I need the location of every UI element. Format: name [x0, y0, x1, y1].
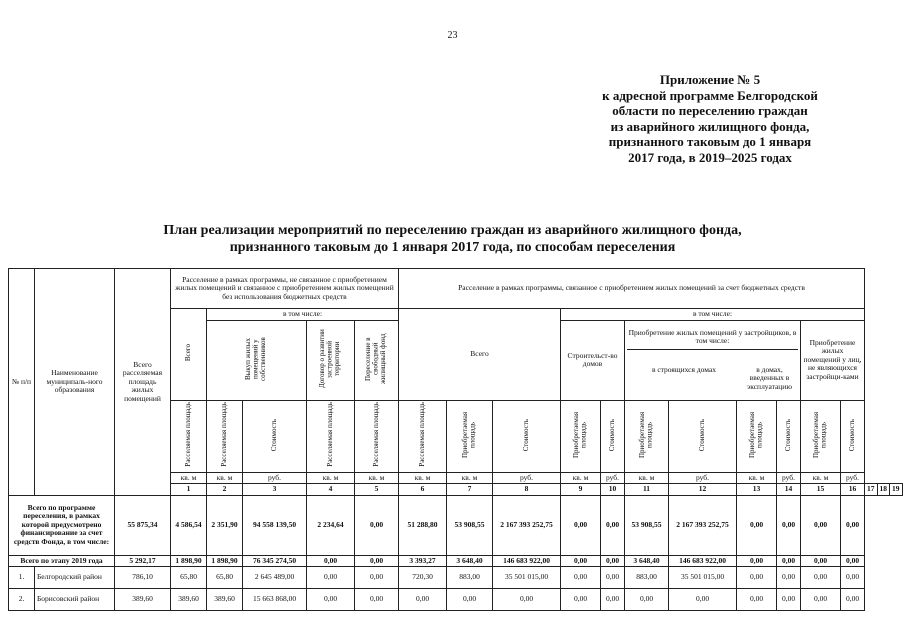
- column-number: 4: [307, 484, 355, 496]
- appendix-line: области по переселению граждан: [612, 103, 808, 118]
- table-cell: 3 648,40: [625, 555, 669, 567]
- table-cell: 389,60: [207, 589, 243, 611]
- table-cell: 0,00: [355, 495, 399, 555]
- subheader: [207, 400, 243, 472]
- table-cell: 0,00: [801, 567, 841, 589]
- table-cell: 0,00: [601, 567, 625, 589]
- unit: кв. м: [737, 472, 777, 484]
- table-cell: 51 288,80: [399, 495, 447, 555]
- subheader-text: Расселяемая площадь: [219, 402, 228, 468]
- header-b-acquire-non-dev: Приобретение жилых помещений у лиц, не являющихся застройщи-ками: [801, 320, 865, 400]
- header-a-buyout: [207, 320, 307, 400]
- plan-title: [0, 222, 905, 256]
- table-cell: 0,00: [777, 567, 801, 589]
- table-cell: 0,00: [841, 555, 865, 567]
- appendix-line: из аварийного жилищного фонда,: [610, 118, 810, 134]
- subheader: [171, 400, 207, 472]
- table-cell: 0,00: [561, 567, 601, 589]
- table-cell: 0,00: [601, 555, 625, 567]
- table-cell: 3 393,27: [399, 555, 447, 567]
- table-cell: 0,00: [561, 555, 601, 567]
- column-number: 3: [243, 484, 307, 496]
- table-cell: 0,00: [561, 495, 601, 555]
- subheader-text: Расселяемая площадь: [417, 402, 426, 468]
- column-number: 6: [399, 484, 447, 496]
- table-cell: 389,60: [171, 589, 207, 611]
- unit: руб.: [841, 472, 865, 484]
- table-cell: 0,00: [399, 589, 447, 611]
- column-number: 12: [669, 484, 737, 496]
- appendix-line: признанного таковым до 1 января: [608, 134, 812, 149]
- table-cell: 0,00: [355, 589, 399, 611]
- unit: кв. м: [447, 472, 493, 484]
- table-cell: 0,00: [841, 495, 865, 555]
- table-cell: 0,00: [307, 555, 355, 567]
- header-b-including: в том числе:: [561, 309, 865, 321]
- header-b-acquire-dev-sub: [627, 366, 798, 392]
- subheader-text: Приобретаемая площадь: [572, 411, 588, 458]
- column-number: 14: [777, 484, 801, 496]
- subheader-text: Расселяемая площадь: [325, 402, 334, 468]
- subheader: [493, 400, 561, 472]
- header-a-buyout-text: Выкуп жилых помещений у собственников: [244, 336, 268, 381]
- column-number: 13: [737, 484, 777, 496]
- subheader: [777, 400, 801, 472]
- column-number: 2: [207, 484, 243, 496]
- table-row: [9, 555, 903, 567]
- header-group-b: Расселение в рамках программы, связанное с приобретением жилых помещений за счет бюджетных средств: [399, 269, 865, 309]
- table-cell: 389,60: [115, 589, 171, 611]
- table-cell: 0,00: [601, 589, 625, 611]
- header-b-total: Всего: [399, 309, 561, 401]
- table-cell: 65,80: [171, 567, 207, 589]
- unit: кв. м: [307, 472, 355, 484]
- table-cell: 0,00: [493, 589, 561, 611]
- subheader: [447, 400, 493, 472]
- table-cell: 0,00: [447, 589, 493, 611]
- subheader: [801, 400, 841, 472]
- header-a-including: в том числе:: [207, 309, 399, 321]
- table-cell: 76 345 274,50: [243, 555, 307, 567]
- unit: кв. м: [207, 472, 243, 484]
- unit: руб.: [669, 472, 737, 484]
- table-cell: 1 898,90: [171, 555, 207, 567]
- table-cell: 4 586,54: [171, 495, 207, 555]
- unit: руб.: [777, 472, 801, 484]
- subheader-text: Приобретаемая площадь: [748, 411, 764, 458]
- table-cell: 0,00: [841, 567, 865, 589]
- table-cell: 0,00: [737, 555, 777, 567]
- header-b-under-construction: в строящихся домах: [651, 364, 717, 374]
- table-cell: 0,00: [355, 555, 399, 567]
- header-a-total: [171, 309, 207, 401]
- subheader: [737, 400, 777, 472]
- subheader: [355, 400, 399, 472]
- appendix-line: 2017 года, в 2019–2025 годах: [628, 149, 792, 165]
- table-cell: 0,00: [777, 495, 801, 555]
- resettlement-table: [8, 268, 903, 611]
- table-cell: 15 663 868,00: [243, 589, 307, 611]
- subheader: [561, 400, 601, 472]
- header-total-area: Всего расселяемая площадь жилых помещений: [115, 269, 171, 496]
- subheader: [307, 400, 355, 472]
- unit: руб.: [243, 472, 307, 484]
- appendix-line: к адресной программе Белгородской: [602, 87, 818, 103]
- table-cell: 5 292,17: [115, 555, 171, 567]
- table-row: [9, 567, 903, 589]
- subheader: [243, 400, 307, 472]
- header-a-contract-text: Договор о развитии застроенной территории: [318, 329, 342, 389]
- table-cell: 2 645 489,00: [243, 567, 307, 589]
- table-cell: 786,10: [115, 567, 171, 589]
- unit: кв. м: [399, 472, 447, 484]
- table-cell: 0,00: [737, 567, 777, 589]
- column-number: 8: [493, 484, 561, 496]
- subheader: [625, 400, 669, 472]
- table-cell: 1 898,90: [207, 555, 243, 567]
- subheader-text: Расселяемая площадь: [183, 402, 192, 468]
- appendix-heading: [560, 72, 860, 165]
- subheader-text: Стоимость: [521, 418, 530, 451]
- table-cell: 0,00: [841, 589, 865, 611]
- subheader-text: Приобретаемая площадь: [812, 411, 828, 458]
- table-cell: 0,00: [601, 495, 625, 555]
- subheader-text: Стоимость: [607, 418, 616, 451]
- table-cell: 53 908,55: [447, 495, 493, 555]
- header-b-acquire-dev-text: Приобретение жилых помещений у застройщиков, в том числе:: [627, 329, 798, 350]
- table-cell: 0,00: [777, 589, 801, 611]
- unit: кв. м: [561, 472, 601, 484]
- table-cell: 2.: [9, 589, 35, 611]
- table-cell: Белгородский район: [35, 567, 115, 589]
- header-a-total-text: Всего: [183, 344, 192, 362]
- table-cell: 0,00: [737, 495, 777, 555]
- table-cell: 0,00: [669, 589, 737, 611]
- table-cell: 2 234,64: [307, 495, 355, 555]
- table-row: [9, 495, 903, 555]
- table-cell: Борисовский район: [35, 589, 115, 611]
- subheader: [399, 400, 447, 472]
- column-number: 19: [890, 484, 903, 496]
- header-a-resettle: [355, 320, 399, 400]
- table-cell: 883,00: [625, 567, 669, 589]
- table-cell: 0,00: [737, 589, 777, 611]
- header-no: № п/п: [9, 269, 35, 496]
- unit: кв. м: [355, 472, 399, 484]
- column-number: 15: [801, 484, 841, 496]
- subheader-text: Расселяемая площадь: [371, 402, 380, 468]
- subheader: [841, 400, 865, 472]
- subheader-text: Стоимость: [697, 418, 706, 451]
- column-number: 16: [841, 484, 865, 496]
- plan-title-line: признанного таковым до 1 января 2017 года, по способам переселения: [229, 240, 676, 255]
- table-row: [9, 589, 903, 611]
- subheader: [601, 400, 625, 472]
- table-cell: 35 501 015,00: [493, 567, 561, 589]
- table-cell: Всего по программе переселения, в рамках которой предусмотрено финансирование за счет средств Фонда, в том числе:: [9, 495, 115, 555]
- page-number: 23: [447, 30, 458, 41]
- plan-title-line: План реализации мероприятий по переселению граждан из аварийного жилищного фонда,: [163, 223, 742, 238]
- column-number: 10: [601, 484, 625, 496]
- unit: кв. м: [801, 472, 841, 484]
- column-number: 5: [355, 484, 399, 496]
- appendix-line: Приложение № 5: [659, 72, 761, 87]
- table-cell: 65,80: [207, 567, 243, 589]
- column-number: 9: [561, 484, 601, 496]
- unit: руб.: [493, 472, 561, 484]
- table-cell: 0,00: [561, 589, 601, 611]
- table-cell: 3 648,40: [447, 555, 493, 567]
- table-cell: 0,00: [625, 589, 669, 611]
- subheader-text: Приобретаемая площадь: [638, 411, 654, 458]
- subheader-text: Приобретаемая площадь: [461, 411, 477, 458]
- subheader-text: Стоимость: [269, 418, 278, 451]
- unit: кв. м: [625, 472, 669, 484]
- table-cell: 146 683 922,00: [493, 555, 561, 567]
- header-b-in-operation: в домах, введенных в эксплуатацию: [747, 364, 792, 391]
- table-cell: 0,00: [801, 589, 841, 611]
- column-number: 17: [865, 484, 878, 496]
- table-cell: 0,00: [777, 555, 801, 567]
- table-cell: 0,00: [307, 567, 355, 589]
- column-number: 7: [447, 484, 493, 496]
- table-cell: 883,00: [447, 567, 493, 589]
- table-cell: 146 683 922,00: [669, 555, 737, 567]
- table-cell: 0,00: [355, 567, 399, 589]
- header-a-contract: [307, 320, 355, 400]
- table-cell: 35 501 015,00: [669, 567, 737, 589]
- table-cell: 2 351,90: [207, 495, 243, 555]
- table-cell: Всего по этапу 2019 года: [9, 555, 115, 567]
- table-cell: 2 167 393 252,75: [493, 495, 561, 555]
- subheader-text: Стоимость: [847, 418, 856, 451]
- header-b-acquire-dev: [625, 320, 801, 400]
- column-number: 11: [625, 484, 669, 496]
- column-number: 18: [877, 484, 890, 496]
- header-name: Наименование муниципаль-ного образования: [35, 269, 115, 496]
- table-body: [9, 495, 903, 611]
- table-cell: 53 908,55: [625, 495, 669, 555]
- unit: руб.: [601, 472, 625, 484]
- table-cell: 94 558 139,50: [243, 495, 307, 555]
- column-number: 1: [171, 484, 207, 496]
- table-cell: 55 875,34: [115, 495, 171, 555]
- table-cell: 0,00: [307, 589, 355, 611]
- header-a-resettle-text: Переселение в свободный жилищный фонд: [364, 333, 388, 385]
- unit: кв. м: [171, 472, 207, 484]
- table-cell: 2 167 393 252,75: [669, 495, 737, 555]
- table-cell: 720,30: [399, 567, 447, 589]
- table-cell: 0,00: [801, 555, 841, 567]
- subheader: [669, 400, 737, 472]
- table-cell: 1.: [9, 567, 35, 589]
- header-group-a: Расселение в рамках программы, не связанное с приобретением жилых помещений и связанное с приобретением жилых помещений без использования бюджетных средств: [171, 269, 399, 309]
- table-cell: 0,00: [801, 495, 841, 555]
- header-b-construction: Строительст-во домов: [561, 320, 625, 400]
- subheader-text: Стоимость: [783, 418, 792, 451]
